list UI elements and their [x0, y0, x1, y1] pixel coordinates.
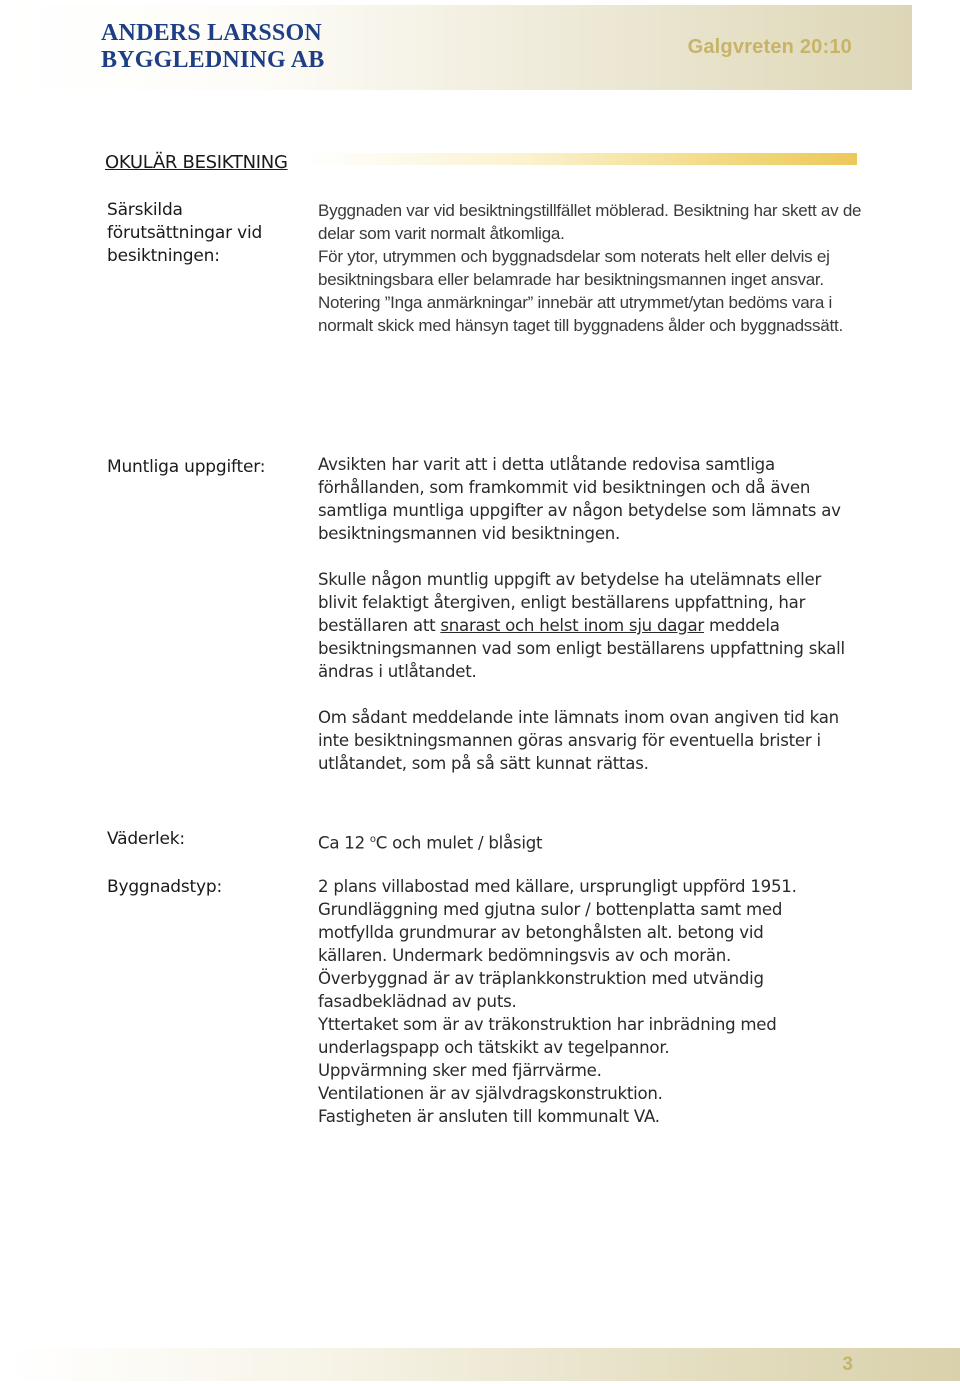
muntliga-label: Muntliga uppgifter:: [107, 457, 266, 477]
byggnadstyp-line: Ventilationen är av självdragskonstruktion.: [318, 1084, 663, 1103]
logo-line-1: ANDERS LARSSON: [101, 20, 322, 46]
vaderlek-value: [318, 828, 878, 855]
byggnadstyp-line: Grundläggning med gjutna sulor / bottenplatta samt med motfyllda grundmurar av betonghålsten alt. betong vid källaren. Undermark bedömningsvis av och morän.: [318, 900, 783, 965]
logo-line-2: BYGGLEDNING AB: [101, 47, 325, 73]
sarskilda-label-line-1: Särskilda: [107, 200, 183, 220]
byggnadstyp-label: Byggnadstyp:: [107, 877, 222, 897]
section-title: OKULÄR BESIKTNING: [105, 152, 288, 173]
sarskilda-paragraph-3: Notering ”Inga anmärkningar” innebär att utrymmet/ytan bedöms vara i normalt skick med hänsyn taget till byggnadens ålder och byggnadssätt.: [318, 293, 843, 335]
byggnadstyp-text: [318, 875, 808, 1128]
vaderlek-value-before: Ca 12: [318, 833, 370, 853]
sarskilda-paragraph-1: Byggnaden var vid besiktningstillfället möblerad. Besiktning har skett av de delar som varit normalt åtkomliga.: [318, 201, 862, 243]
vaderlek-label: Väderlek:: [107, 829, 185, 849]
byggnadstyp-line: Överbyggnad är av träplankkonstruktion med utvändig fasadbeklädnad av puts.: [318, 969, 764, 1011]
company-logo: [101, 21, 325, 72]
title-rule: [305, 153, 857, 165]
muntliga-paragraph-1: Avsikten har varit att i detta utlåtande redovisa samtliga förhållanden, som framkommit vid besiktningen och då även samtliga muntliga uppgifter av någon betydelse som lämnats av besiktningsmannen vid besiktningen.: [318, 455, 841, 543]
sarskilda-label-line-3: besiktningen:: [107, 246, 220, 266]
muntliga-text: [318, 453, 853, 775]
page-number: 3: [842, 1354, 853, 1375]
muntliga-p2-underlined: snarast och helst inom sju dagar: [440, 616, 704, 635]
muntliga-p2-before: Skulle någon muntlig uppgift av betydelse ha utelämnats eller blivit felaktigt återgiven, enligt beställarens uppfattning, har beställaren att: [318, 570, 822, 635]
sarskilda-label-line-2: förutsättningar vid: [107, 223, 263, 243]
byggnadstyp-line: 2 plans villabostad med källare, ursprungligt uppförd 1951.: [318, 877, 797, 896]
footer-band: [8, 1348, 960, 1381]
byggnadstyp-line: Uppvärmning sker med fjärrvärme.: [318, 1061, 602, 1080]
sarskilda-label: [107, 199, 262, 268]
header-address: Galgvreten 20:10: [687, 36, 852, 58]
muntliga-paragraph-2: [318, 568, 853, 683]
byggnadstyp-line: Fastigheten är ansluten till kommunalt VA.: [318, 1107, 660, 1126]
muntliga-paragraph-3: Om sådant meddelande inte lämnats inom ovan angiven tid kan inte besiktningsmannen göras ansvarig för eventuella brister i utlåtandet, som på så sätt kunnat rättas.: [318, 708, 839, 773]
sarskilda-paragraph-2: För ytor, utrymmen och byggnadsdelar som noterats helt eller delvis ej besiktningsbara eller belamrade har besiktningsmannen inget ansvar.: [318, 247, 830, 289]
vaderlek-value-after: C och mulet / blåsigt: [375, 833, 543, 853]
muntliga-p2-after: meddela besiktningsmannen vad som enligt beställarens uppfattning skall ändras i utlåtandet.: [318, 616, 845, 681]
degree-symbol: o: [369, 834, 376, 845]
byggnadstyp-line: Yttertaket som är av träkonstruktion har inbrädning med underlagspapp och tätskikt av tegelpannor.: [318, 1015, 777, 1057]
sarskilda-text: [318, 199, 866, 337]
